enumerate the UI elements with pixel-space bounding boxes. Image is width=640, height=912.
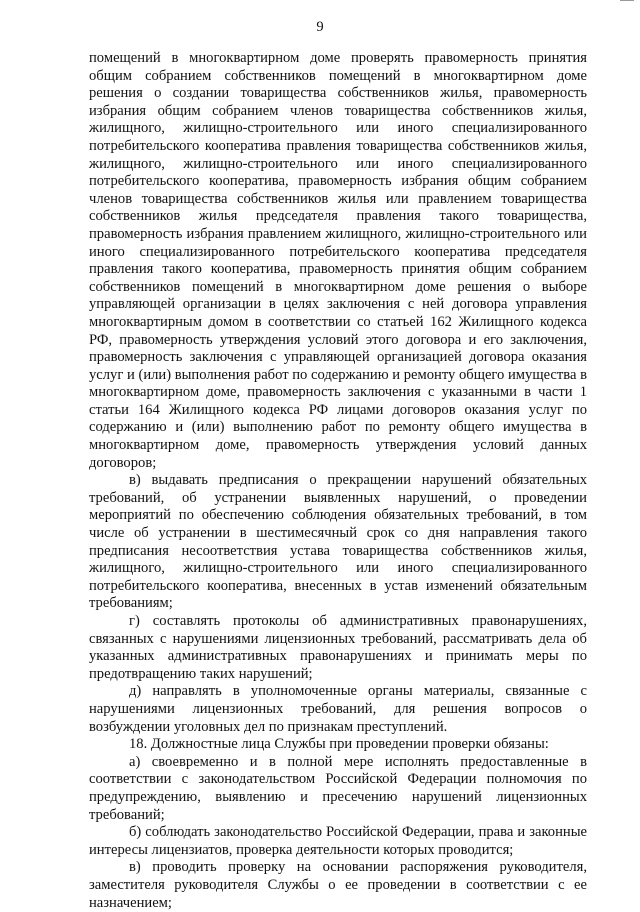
- paragraph-continuation: помещений в многоквартирном доме проверять правомерность принятия общим собранием собственников помещений в многоквартирном доме решения о создании товарищества собственников жилья, правомерность избрания общим собранием членов товарищества собственников жилья, жилищного, жилищно-строительного или иного специализированного потребительского кооператива правления товарищества собственников жилья, жилищного, жилищно-строительного или иного специализированного потребительского кооператива, правомерность избрания общим собранием членов товарищества собственников жилья или правлением товарищества собственников жилья председателя правления такого товарищества, правомерность избрания правлением жилищного, жилищно-строительного или иного специализированного потребительского кооператива председателя правления такого кооператива, правомерность принятия общим собранием собственников помещений в многоквартирном доме решения о выборе управляющей организации в целях заключения с ней договора управления многоквартирным домом в соответствии со статьей 162 Жилищного кодекса РФ, правомерность утверждения условий этого договора и его заключения, правомерность заключения с управляющей организацией договора оказания услуг и (или) выполнения работ по содержанию и ремонту общего имущества в многоквартирном доме, правомерность заключения с указанными в части 1 статьи 164 Жилищного кодекса РФ лицами договоров оказания услуг по содержанию и (или) выполнению работ по ремонту общего имущества в многоквартирном доме, правомерность утверждения условий данных договоров;: [89, 50, 587, 471]
- paragraph-item-v2: в) проводить проверку на основании распоряжения руководителя, заместителя руководителя Службы о ее проведении в соответствии с ее назначением;: [89, 859, 587, 911]
- document-body: [89, 50, 587, 912]
- paragraph-item-v: в) выдавать предписания о прекращении нарушений обязательных требований, об устранении выявленных нарушений, о проведении мероприятий по обеспечению соблюдения обязательных требований, в том числе об устранении в шестимесячный срок со дня направления такого предписания несоответствия устава товарищества собственников жилья, жилищного, жилищно-строительного или иного специализированного потребительского кооператива, внесенных в устав изменений обязательным требованиям;: [89, 472, 587, 612]
- paragraph-item-g: г) составлять протоколы об административных правонарушениях, связанных с нарушениями лицензионных требований, рассматривать дела об указанных административных правонарушениях и принимать меры по предотвращению таких нарушений;: [89, 613, 587, 682]
- paragraph-item-b: б) соблюдать законодательство Российской Федерации, права и законные интересы лицензиатов, проверка деятельности которых проводится;: [89, 824, 587, 858]
- paragraph-section-18: 18. Должностные лица Службы при проведении проверки обязаны:: [129, 736, 549, 753]
- paragraph-item-a: а) своевременно и в полной мере исполнять предоставленные в соответствии с законодательством Российской Федерации полномочия по предупреждению, выявлению и пресечению нарушений лицензионных требований;: [89, 753, 587, 823]
- paragraph-item-d: д) направлять в уполномоченные органы материалы, связанные с нарушениями лицензионных требований, для решения вопросов о возбуждении уголовных дел по признакам преступлений.: [89, 683, 587, 735]
- corner-mark: [620, 0, 634, 4]
- page-number: 9: [316, 19, 324, 35]
